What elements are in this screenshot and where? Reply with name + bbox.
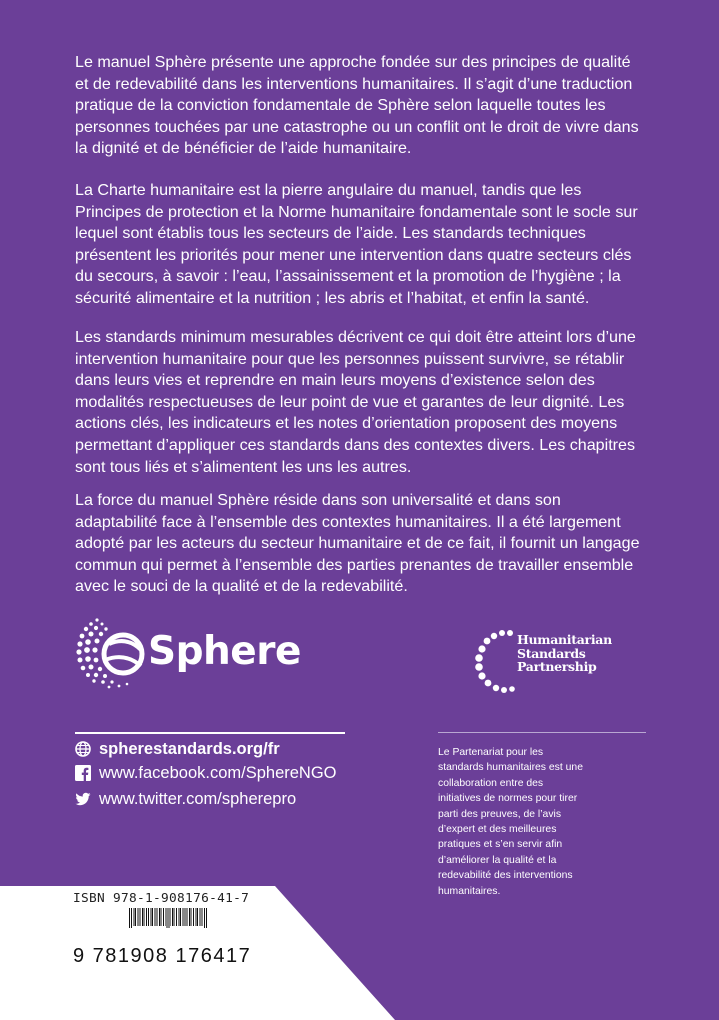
intro-paragraph: Le manuel Sphère présente une approche fondée sur des principes de qualité et de redevabilité dans les interventions humanitaires. Il s’agit d’une traduction pratique de la conviction fondamentale de Sphère selon laquelle toutes les personnes touchées par une catastrophe ou un conflit ont le droit de vivre dans la dignité et de bénéficier de l’aide humanitaire. bbox=[75, 53, 639, 158]
hsp-line-2: Standards bbox=[517, 645, 586, 661]
website-link-text[interactable]: spherestandards.org/fr bbox=[99, 739, 280, 758]
twitter-link-text[interactable]: www.twitter.com/spherepro bbox=[99, 789, 297, 808]
barcode-digits: 9 781908 176417 bbox=[73, 945, 252, 967]
isbn-label: ISBN 978-1-908176-41-7 bbox=[73, 891, 250, 906]
sphere-logo-wordmark: Sphere bbox=[148, 629, 301, 674]
hsp-description: Le Partenariat pour les standards humanitaires est une collaboration entre des initiatives de normes pour tirer parti des preuves, de l’avis d’expert et des meilleures pratiques et s’en servir afin d’améliorer la qualité et la redevabilité des interventions humanitaires. bbox=[438, 747, 583, 897]
facebook-link-text[interactable]: www.facebook.com/SphereNGO bbox=[99, 763, 337, 782]
standards-paragraph: Les standards minimum mesurables décrivent ce qui doit être atteint lors d’une intervention humanitaire pour que les personnes puissent survivre, se rétablir dans leurs vies et reprendre en main leurs moyens d’existence selon des modalités respectueuses de leur point de vue et garantes de leur dignité. Les actions clés, les indicateurs et les notes d’orientation proposent des moyens permettant d’appliquer ces standards dans des contextes divers. Les chapitres sont tous liés et s’alimentent les uns les autres. bbox=[75, 328, 636, 476]
hsp-line-3: Partnership bbox=[517, 659, 597, 674]
hsp-line-1: Humanitarian bbox=[517, 632, 612, 647]
charter-paragraph: La Charte humanitaire est la pierre angulaire du manuel, tandis que les Principes de protection et la Norme humanitaire fondamentale sont le socle sur lequel sont établis tous les secteurs de l’aide. Les standards techniques présentent les priorités pour mener une intervention dans quatre secteurs clés du secours, à savoir : l’eau, l’assainissement et la promotion de l’hygiène ; la sécurité alimentaire et la nutrition ; les abris et l’habitat, et enfin la santé. bbox=[75, 181, 638, 307]
strength-paragraph: La force du manuel Sphère réside dans son universalité et dans son adaptabilité face à l’ensemble des contextes humanitaires. Il a été largement adopté par les acteurs du secteur humanitaire et de ce fait, il fournit un langage commun qui permet à l’ensemble des parties prenantes de travailler ensemble avec le souci de la qualité et de la redevabilité. bbox=[75, 491, 640, 596]
barcode-icon bbox=[72, 908, 272, 948]
